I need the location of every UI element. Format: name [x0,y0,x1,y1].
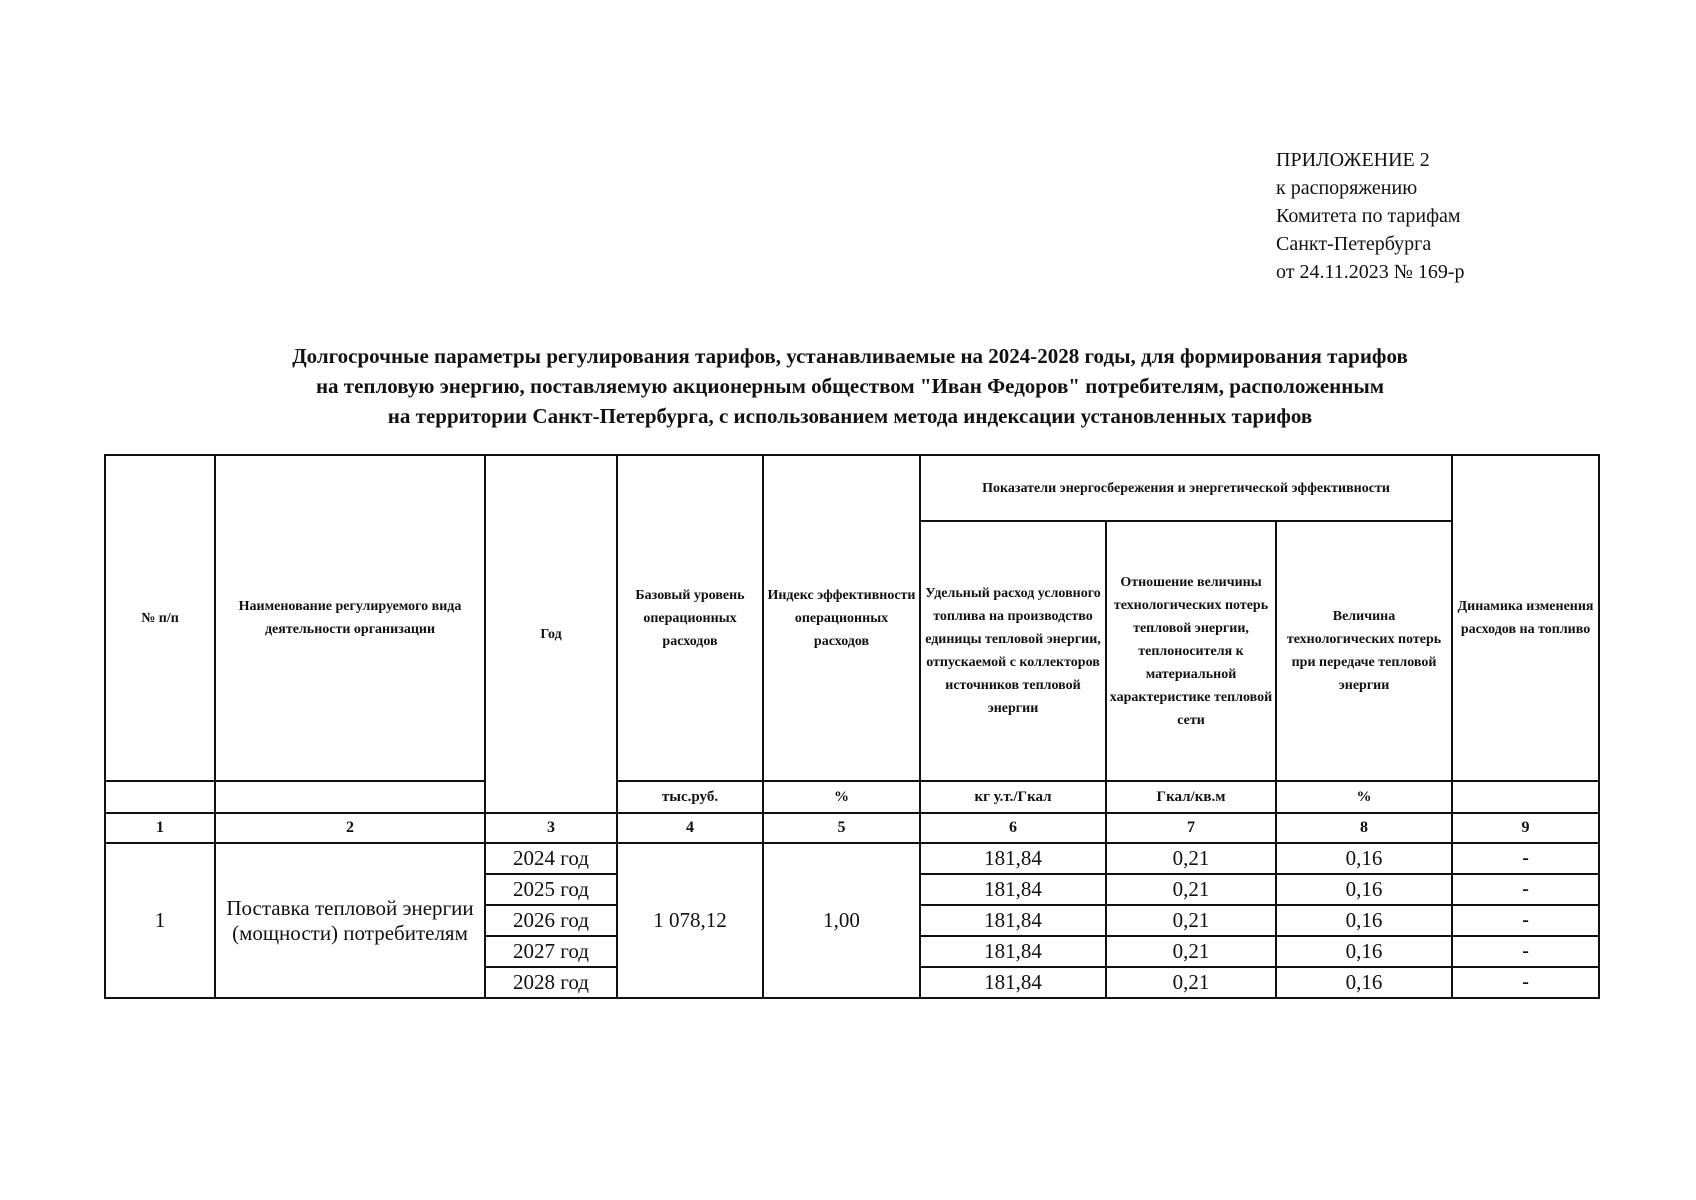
title-line: на территории Санкт-Петербурга, с использованием метода индексации установленных тарифов [387,404,1313,428]
header-energy-group: Показатели энергосбережения и энергетической эффективности [920,455,1452,521]
document-title [150,341,1550,431]
appendix-line: от 24.11.2023 № 169-р [1276,261,1465,283]
row-year: 2027 год [485,936,617,967]
row-year: 2025 год [485,874,617,905]
appendix-line: Комитета по тарифам [1276,205,1461,227]
row-year: 2024 год [485,843,617,874]
row-loss-ratio: 0,21 [1106,843,1276,874]
parameters-table [104,454,1600,999]
row-tech-losses: 0,16 [1276,843,1452,874]
column-number: 7 [1106,813,1276,843]
header-num: № п/п [105,455,215,781]
row-year: 2026 год [485,905,617,936]
unit-loss-ratio: Гкал/кв.м [1106,781,1276,813]
row-fuel-dynamics: - [1452,905,1599,936]
row-fuel-rate: 181,84 [920,936,1106,967]
row-activity: Поставка тепловой энергии (мощности) потребителям [215,843,485,998]
column-number: 4 [617,813,763,843]
unit-empty [105,781,215,813]
header-loss-ratio: Отношение величины технологических потерь тепловой энергии, теплоносителя к материальной характеристике тепловой сети [1106,521,1276,781]
header-fuel-rate: Удельный расход условного топлива на производство единицы тепловой энергии, отпускаемой с коллекторов источников тепловой энергии [920,521,1106,781]
title-line: на тепловую энергию, поставляемую акционерным обществом "Иван Федоров" потребителям, расположенным [315,374,1385,398]
column-number: 6 [920,813,1106,843]
unit-base-costs: тыс.руб. [617,781,763,813]
appendix-block [1276,146,1464,286]
row-loss-ratio: 0,21 [1106,967,1276,998]
row-fuel-dynamics: - [1452,936,1599,967]
row-tech-losses: 0,16 [1276,967,1452,998]
row-fuel-rate: 181,84 [920,905,1106,936]
row-loss-ratio: 0,21 [1106,874,1276,905]
column-number: 8 [1276,813,1452,843]
row-fuel-dynamics: - [1452,874,1599,905]
column-number: 5 [763,813,920,843]
row-fuel-dynamics: - [1452,967,1599,998]
column-number: 3 [485,813,617,843]
header-year: Год [485,455,617,813]
row-fuel-rate: 181,84 [920,967,1106,998]
row-fuel-dynamics: - [1452,843,1599,874]
row-tech-losses: 0,16 [1276,874,1452,905]
header-efficiency-index: Индекс эффективности операционных расходов [763,455,920,781]
unit-empty [215,781,485,813]
row-loss-ratio: 0,21 [1106,936,1276,967]
appendix-title: ПРИЛОЖЕНИЕ 2 [1276,149,1430,171]
header-base-costs: Базовый уровень операционных расходов [617,455,763,781]
row-tech-losses: 0,16 [1276,936,1452,967]
row-efficiency-index: 1,00 [763,843,920,998]
unit-efficiency-index: % [763,781,920,813]
row-fuel-rate: 181,84 [920,874,1106,905]
header-activity: Наименование регулируемого вида деятельности организации [215,455,485,781]
header-tech-losses: Величина технологических потерь при передаче тепловой энергии [1276,521,1452,781]
row-tech-losses: 0,16 [1276,905,1452,936]
row-loss-ratio: 0,21 [1106,905,1276,936]
table-row [105,843,1599,874]
unit-fuel-rate: кг у.т./Гкал [920,781,1106,813]
row-fuel-rate: 181,84 [920,843,1106,874]
row-num: 1 [105,843,215,998]
column-number: 9 [1452,813,1599,843]
title-line: Долгосрочные параметры регулирования тарифов, устанавливаемые на 2024-2028 годы, для формирования тарифов [292,344,1408,368]
column-number: 1 [105,813,215,843]
appendix-line: к распоряжению [1276,177,1418,199]
appendix-line: Санкт-Петербурга [1276,233,1432,255]
row-year: 2028 год [485,967,617,998]
header-fuel-dynamics: Динамика изменения расходов на топливо [1452,455,1599,781]
unit-tech-losses: % [1276,781,1452,813]
row-base-costs: 1 078,12 [617,843,763,998]
column-number: 2 [215,813,485,843]
unit-empty [1452,781,1599,813]
